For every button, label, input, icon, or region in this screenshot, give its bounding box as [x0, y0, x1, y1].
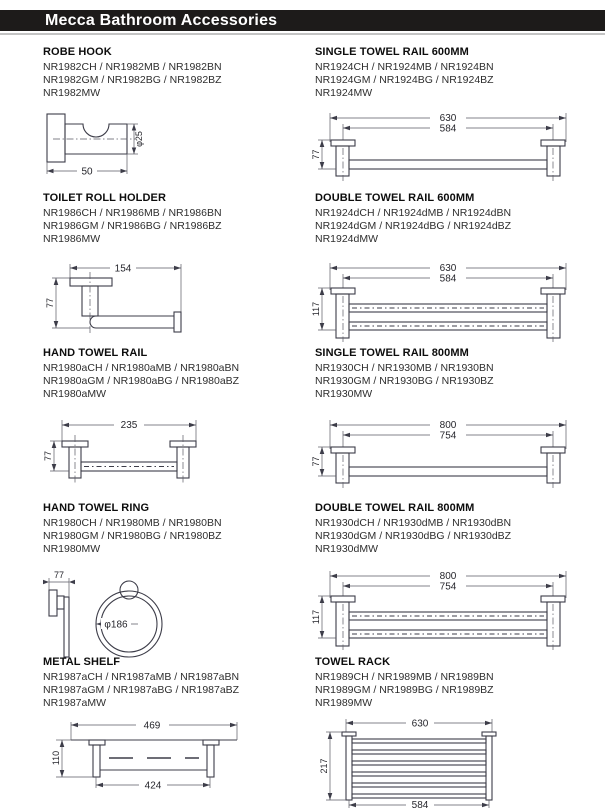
product-title: TOWEL RACK	[315, 656, 391, 668]
product-models	[43, 362, 315, 401]
model-line: NR1980aCH / NR1980aMB / NR1980aBN	[43, 362, 240, 374]
drawing-geometry	[52, 264, 181, 334]
drawing-geometry	[326, 719, 496, 808]
product-title: METAL SHELF	[43, 656, 121, 668]
dim-label-centers: 584	[439, 123, 457, 135]
catalog-page	[0, 10, 605, 809]
dim-label-width: 154	[114, 263, 132, 275]
model-line: NR1924MW	[315, 87, 373, 99]
dim-label-height: 77	[311, 456, 321, 467]
dim-label-overall: 469	[143, 720, 161, 732]
dim-label-height: 217	[319, 758, 329, 774]
model-line: NR1982GM / NR1982BG / NR1982BZ	[43, 74, 222, 86]
product-title: SINGLE TOWEL RAIL 600MM	[315, 46, 469, 58]
model-line: NR1930CH / NR1930MB / NR1930BN	[315, 362, 494, 374]
product-models	[315, 517, 615, 556]
dim-label-height: 110	[51, 750, 61, 766]
model-line: NR1980GM / NR1980BG / NR1980BZ	[43, 530, 222, 542]
model-line: NR1924dGM / NR1924dBG / NR1924dBZ	[315, 220, 512, 232]
dim-label-overall: 630	[411, 718, 429, 730]
product-grid	[0, 35, 605, 810]
dim-label-width: 235	[120, 420, 138, 431]
product-title: DOUBLE TOWEL RAIL 800MM	[315, 502, 475, 514]
product-models	[315, 671, 615, 710]
product-title: ROBE HOOK	[43, 46, 112, 58]
model-line: NR1987aCH / NR1987aMB / NR1987aBN	[43, 671, 240, 683]
model-line: NR1924GM / NR1924BG / NR1924BZ	[315, 74, 494, 86]
dim-label-centers: 754	[439, 581, 457, 593]
dim-label-projection: 50	[81, 166, 93, 178]
drawing-geometry	[56, 722, 237, 788]
product-card-robe-hook	[43, 46, 315, 192]
model-line: NR1986MW	[43, 233, 101, 245]
model-line: NR1924dCH / NR1924dMB / NR1924dBN	[315, 207, 512, 219]
product-title: DOUBLE TOWEL RAIL 600MM	[315, 192, 475, 204]
model-line: NR1989CH / NR1989MB / NR1989BN	[315, 671, 494, 683]
double-towel-rail-600-drawing	[310, 258, 586, 346]
dim-label-height: 77	[311, 149, 321, 160]
model-line: NR1930dMW	[315, 543, 379, 555]
drawing-geometry	[47, 114, 138, 174]
page-title: Mecca Bathroom Accessories	[45, 11, 278, 29]
product-title: HAND TOWEL RAIL	[43, 347, 148, 359]
model-line: NR1930dGM / NR1930dBG / NR1930dBZ	[315, 530, 512, 542]
product-card-hand-towel-rail	[43, 347, 315, 502]
hand-towel-ring-drawing	[41, 566, 176, 662]
model-line: NR1989GM / NR1989BG / NR1989BZ	[315, 684, 494, 696]
header-bar	[0, 10, 605, 31]
product-title: SINGLE TOWEL RAIL 800MM	[315, 347, 469, 359]
drawing-geometry	[43, 578, 162, 657]
dim-label-height: 77	[45, 297, 55, 309]
model-line: NR1987aMW	[43, 697, 107, 709]
product-card-towel-rack	[315, 656, 615, 810]
model-line: NR1989MW	[315, 697, 373, 709]
model-line: NR1980CH / NR1980MB / NR1980BN	[43, 517, 222, 529]
model-line: NR1986CH / NR1986MB / NR1986BN	[43, 207, 222, 219]
product-card-metal-shelf	[43, 656, 315, 806]
double-towel-rail-800-drawing	[310, 566, 586, 654]
product-models	[315, 207, 615, 246]
product-models	[43, 61, 315, 100]
dim-label-height: 117	[311, 609, 321, 625]
single-towel-rail-800-drawing	[310, 415, 586, 493]
toilet-roll-holder-drawing	[40, 260, 202, 340]
dim-label-centers: 424	[144, 780, 162, 792]
product-card-double-towel-rail-600	[311, 192, 615, 347]
model-line: NR1980aMW	[43, 388, 107, 400]
metal-shelf-drawing	[51, 718, 243, 792]
model-line: NR1924dMW	[315, 233, 379, 245]
dim-label-depth: 77	[53, 570, 65, 580]
dim-label-height: 117	[311, 301, 321, 317]
towel-rack-drawing	[318, 714, 523, 810]
product-title: TOILET ROLL HOLDER	[43, 192, 167, 204]
model-line: NR1924CH / NR1924MB / NR1924BN	[315, 61, 494, 73]
model-line: NR1980MW	[43, 543, 101, 555]
hand-towel-rail-drawing	[40, 415, 214, 487]
product-card-hand-towel-ring	[43, 502, 315, 656]
product-card-double-towel-rail-800	[311, 502, 615, 656]
dim-label-height: 77	[43, 450, 53, 462]
dim-label-overall: 800	[439, 571, 457, 582]
product-models	[315, 61, 615, 100]
dim-label-centers: 754	[439, 430, 457, 442]
dim-label-centers: 584	[439, 273, 457, 285]
dim-label-diameter: φ186	[104, 619, 128, 631]
dim-label-overall: 630	[439, 113, 457, 124]
model-line: NR1930dCH / NR1930dMB / NR1930dBN	[315, 517, 512, 529]
product-models	[43, 517, 315, 556]
dim-label-overall: 630	[439, 263, 457, 274]
model-line: NR1987aGM / NR1987aBG / NR1987aBZ	[43, 684, 240, 696]
dim-label-diameter: φ25	[134, 131, 144, 147]
dim-label-overall: 800	[439, 420, 457, 431]
product-card-single-towel-rail-800	[311, 347, 615, 502]
model-line: NR1930MW	[315, 388, 373, 400]
product-models	[43, 207, 315, 246]
product-card-single-towel-rail-600	[311, 46, 615, 192]
robe-hook-drawing	[41, 112, 145, 180]
product-card-toilet-roll-holder	[43, 192, 315, 347]
model-line: NR1982CH / NR1982MB / NR1982BN	[43, 61, 222, 73]
model-line: NR1982MW	[43, 87, 101, 99]
product-models	[43, 671, 315, 710]
product-models	[315, 362, 615, 401]
product-title: HAND TOWEL RING	[43, 502, 150, 514]
model-line: NR1980aGM / NR1980aBG / NR1980aBZ	[43, 375, 240, 387]
dim-label-centers: 584	[411, 800, 429, 810]
model-line: NR1930GM / NR1930BG / NR1930BZ	[315, 375, 494, 387]
model-line: NR1986GM / NR1986BG / NR1986BZ	[43, 220, 222, 232]
single-towel-rail-600-drawing	[310, 108, 586, 186]
